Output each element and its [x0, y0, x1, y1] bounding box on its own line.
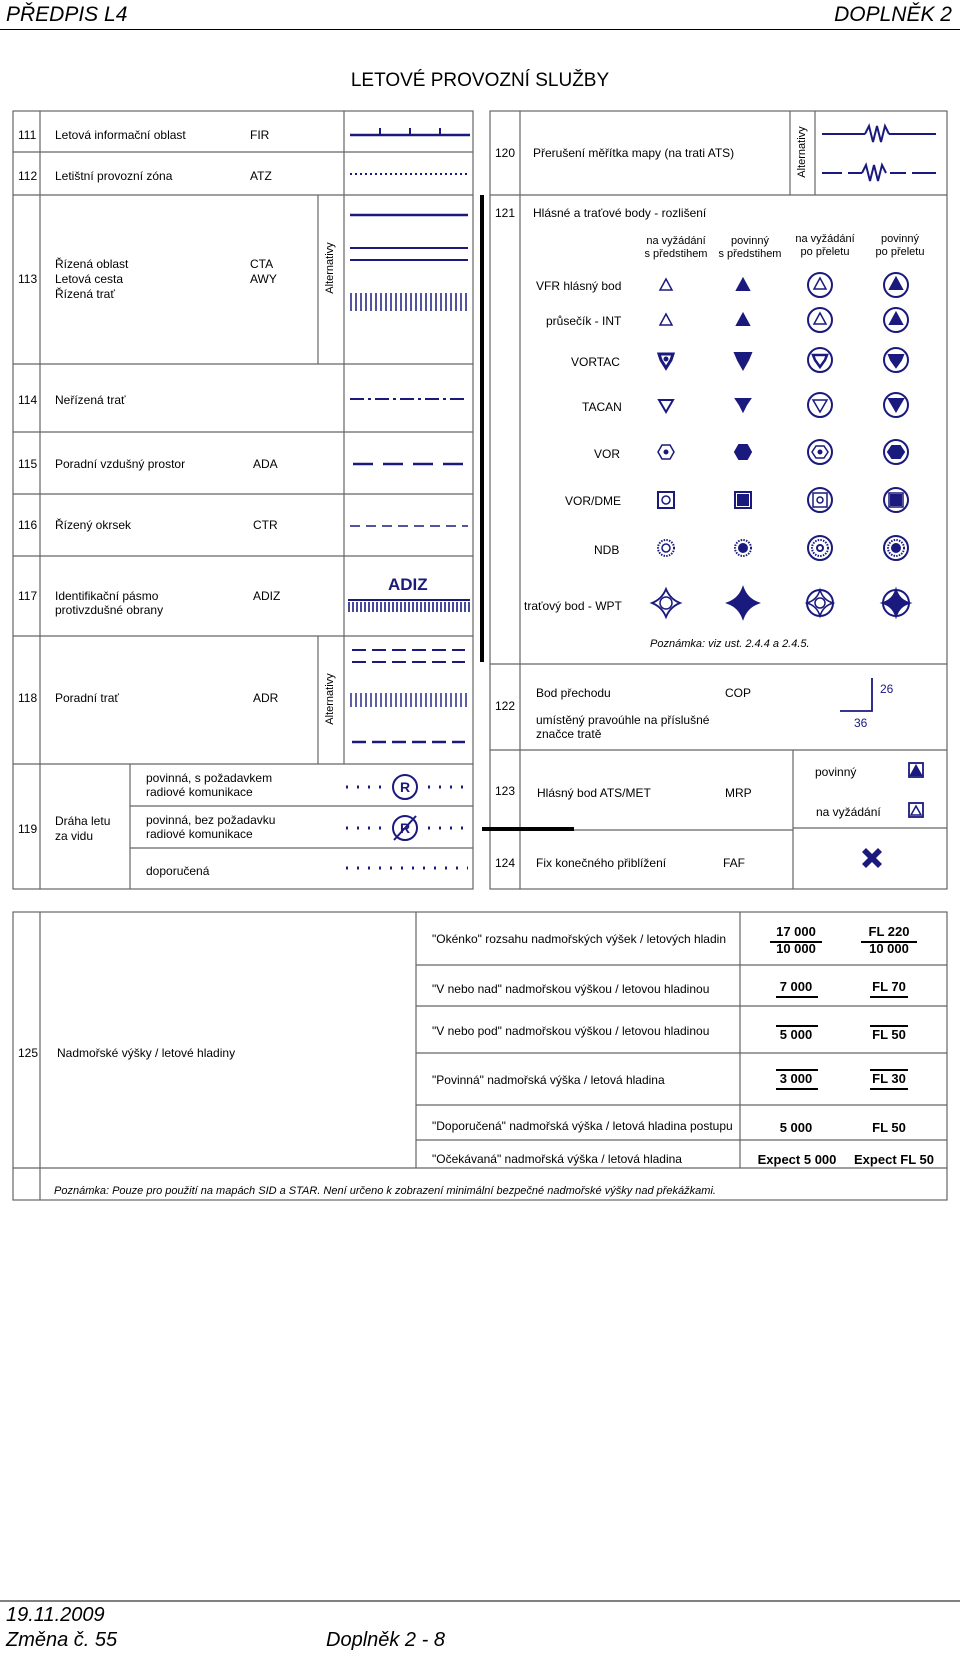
- col-3-line1: na vyžádání: [795, 233, 855, 245]
- row-113-num: 113: [18, 272, 38, 286]
- bottom-note: Poznámka: Pouze pro použití na mapách SID a STAR. Není určeno k zobrazení minimální bezpečné nadmořské výšky nad překážkami.: [54, 1185, 716, 1197]
- vordme-request-prior-icon: [658, 492, 674, 508]
- row-122-desc-1: umístěný pravoúhle na příslušné: [536, 713, 710, 727]
- mrp-compulsory-icon: [909, 763, 923, 777]
- vfr-compulsory-after-icon: [884, 273, 908, 297]
- row-119-sub3: doporučená: [146, 864, 210, 878]
- vfr-compulsory-prior-icon: [737, 279, 749, 290]
- header-left: PŘEDPIS L4: [6, 3, 128, 26]
- row-113-label-2: Letová cesta: [55, 272, 124, 286]
- alternativy-113: Alternativy: [324, 242, 336, 294]
- row-119-sub1-line1: povinná, s požadavkem: [146, 771, 273, 785]
- alt-row-6-a: Expect 5 000: [757, 1152, 837, 1167]
- row-117-label-2: protivzdušné obrany: [55, 603, 164, 617]
- row-119-label-1: Dráha letu: [55, 814, 111, 828]
- int-compulsory-after-icon: [884, 308, 908, 332]
- point-tacan: TACAN: [582, 400, 622, 414]
- alt-row-3-text: "V nebo pod" nadmořskou výškou / letovou hladinou: [432, 1024, 710, 1038]
- r-letter-2: R: [399, 820, 411, 836]
- int-request-prior-icon: [660, 314, 672, 325]
- row-116-abbr: CTR: [253, 518, 278, 532]
- row-113-label-3: Řízená trať: [55, 287, 115, 301]
- row-118-label: Poradní trať: [55, 691, 119, 705]
- alternativy-120: Alternativy: [796, 126, 808, 178]
- row-119-sub2-line2: radiové komunikace: [146, 827, 253, 841]
- row-124-abbr: FAF: [723, 856, 746, 870]
- row-119-label-2: za vidu: [55, 829, 94, 843]
- vordme-request-after-icon: [808, 488, 832, 512]
- tacan-request-after-icon: [808, 393, 832, 417]
- point-wpt: traťový bod - WPT: [524, 599, 622, 613]
- row-115-label: Poradní vzdušný prostor: [55, 457, 186, 471]
- col-4-line1: povinný: [881, 233, 919, 245]
- alt-row-1-b-bottom: 10 000: [869, 941, 909, 956]
- row-111-num: 111: [18, 128, 37, 142]
- row-114-label: Neřízená trať: [55, 393, 126, 407]
- point-ndb: NDB: [594, 543, 620, 557]
- tacan-compulsory-prior-icon: [736, 399, 750, 411]
- vor-request-after-icon: [808, 440, 832, 464]
- alt-row-1-text: "Okénko" rozsahu nadmořských výšek / letových hladin: [432, 932, 726, 946]
- point-int: průsečík - INT: [546, 314, 622, 328]
- row-117-label-1: Identifikační pásmo: [55, 589, 159, 603]
- alt-row-1-b-top: FL 220: [868, 924, 910, 939]
- row-117-abbr: ADIZ: [253, 589, 281, 603]
- vfr-request-prior-icon: [660, 279, 672, 290]
- row-123-num: 123: [495, 784, 516, 798]
- row-121-label: Hlásné a traťové body - rozlišení: [533, 206, 707, 220]
- ndb-request-after-icon: [808, 536, 832, 560]
- row-121-note: Poznámka: viz ust. 2.4.4 a 2.4.5.: [650, 638, 810, 650]
- ndb-request-prior-icon: [658, 540, 674, 556]
- row-113-label-1: Řízená oblast: [55, 257, 129, 271]
- alt-row-1-a-bottom: 10 000: [776, 941, 816, 956]
- row-123-opt1: povinný: [815, 765, 857, 779]
- row-117-num: 117: [18, 589, 38, 603]
- point-vfr: VFR hlásný bod: [536, 279, 622, 293]
- scale-break-symbol-2: [822, 165, 936, 181]
- row-119-sub1-line2: radiové komunikace: [146, 785, 253, 799]
- row-122-abbr: COP: [725, 686, 752, 700]
- cop-symbol: [840, 678, 872, 711]
- vortac-request-prior-icon: [659, 354, 673, 368]
- point-vortac: VORTAC: [571, 355, 620, 369]
- tacan-request-prior-icon: [659, 400, 673, 412]
- tacan-compulsory-after-icon: [884, 393, 908, 417]
- vordme-compulsory-prior-icon: [735, 492, 751, 508]
- col-1-line2: s předstihem: [644, 248, 708, 260]
- cop-number-36: 36: [854, 716, 868, 730]
- col-3-line2: po přeletu: [800, 246, 850, 258]
- row-112-label: Letištní provozní zóna: [55, 169, 173, 183]
- col-1-line1: na vyžádání: [646, 235, 706, 247]
- row-113-abbr-2: AWY: [250, 272, 277, 286]
- alt-row-2-text: "V nebo nad" nadmořskou výškou / letovou hladinou: [432, 982, 710, 996]
- footer-change: Změna č. 55: [6, 1629, 118, 1651]
- vordme-compulsory-after-icon: [884, 488, 908, 512]
- alt-row-4-b: FL 30: [872, 1071, 906, 1086]
- mrp-request-icon: [909, 803, 923, 817]
- row-111-abbr: FIR: [250, 128, 270, 142]
- wpt-request-after-icon: [807, 590, 833, 616]
- col-2-line1: povinný: [731, 235, 769, 247]
- row-121-num: 121: [495, 206, 516, 220]
- vortac-request-after-icon: [808, 348, 832, 372]
- row-115-num: 115: [18, 457, 38, 471]
- ndb-compulsory-after-icon: [884, 536, 908, 560]
- row-124-num: 124: [495, 856, 516, 870]
- wpt-compulsory-after-icon: [883, 590, 909, 616]
- row-122-desc-2: značce tratě: [536, 727, 602, 741]
- ndb-compulsory-prior-icon: [735, 540, 751, 556]
- row-120-label: Přerušení měřítka mapy (na trati ATS): [533, 146, 735, 160]
- alt-row-6-b: Expect FL 50: [854, 1152, 934, 1167]
- wpt-request-prior-icon: [652, 589, 680, 617]
- alt-row-4-b-under: [870, 1088, 908, 1090]
- vor-compulsory-prior-icon: [735, 445, 751, 459]
- section-title: LETOVÉ PROVOZNÍ SLUŽBY: [350, 70, 610, 91]
- alt-row-5-text: "Doporučená" nadmořská výška / letová hladina postupu: [432, 1119, 733, 1133]
- alt-row-5-a: 5 000: [779, 1120, 813, 1135]
- row-116-num: 116: [18, 518, 38, 532]
- header-right: DOPLNĚK 2: [834, 3, 952, 26]
- row-123-label: Hlásný bod ATS/MET: [537, 786, 651, 800]
- row-119-sub2-line1: povinná, bez požadavku: [146, 813, 276, 827]
- row-125-label: Nadmořské výšky / letové hladiny: [57, 1046, 236, 1060]
- int-request-after-icon: [808, 308, 832, 332]
- row-118-abbr: ADR: [253, 691, 279, 705]
- row-114-num: 114: [18, 393, 38, 407]
- point-vor: VOR: [594, 447, 621, 461]
- row-112-num: 112: [18, 169, 38, 183]
- col-2-line2: s předstihem: [718, 248, 782, 260]
- row-119-num: 119: [18, 822, 38, 836]
- alt-row-4-a: 3 000: [779, 1071, 813, 1086]
- row-125-num: 125: [18, 1046, 39, 1060]
- row-120-num: 120: [495, 146, 516, 160]
- alt-row-4-a-under: [776, 1088, 818, 1090]
- scale-break-symbol-1: [822, 126, 936, 142]
- row-111-label: Letová informační oblast: [55, 128, 186, 142]
- row-115-abbr: ADA: [253, 457, 278, 471]
- col-4-line2: po přeletu: [875, 246, 925, 258]
- wpt-compulsory-prior-icon: [728, 588, 758, 618]
- row-113-abbr-1: CTA: [250, 257, 274, 271]
- adiz-text: ADIZ: [388, 575, 428, 594]
- vfr-request-after-icon: [808, 273, 832, 297]
- alt-row-1-a-top: 17 000: [776, 924, 816, 939]
- alt-row-2-a: 7 000: [779, 979, 813, 994]
- int-compulsory-prior-icon: [737, 314, 749, 325]
- row-124-label: Fix konečného přiblížení: [536, 856, 667, 870]
- point-vordme: VOR/DME: [565, 494, 622, 508]
- row-122-label: Bod přechodu: [536, 686, 611, 700]
- alternativy-118: Alternativy: [324, 673, 336, 725]
- cop-number-26: 26: [880, 682, 894, 696]
- alt-row-3-b: FL 50: [872, 1027, 906, 1042]
- row-123-opt2: na vyžádání: [816, 805, 881, 819]
- row-118-num: 118: [18, 691, 38, 705]
- alt-row-2-b-under: [870, 996, 908, 998]
- vor-compulsory-after-icon: [884, 440, 908, 464]
- row-116-label: Řízený okrsek: [55, 518, 132, 532]
- row-122-num: 122: [495, 699, 516, 713]
- row-123-abbr: MRP: [725, 786, 752, 800]
- alt-row-3-a: 5 000: [779, 1027, 813, 1042]
- footer-page: Doplněk 2 - 8: [326, 1629, 445, 1651]
- alt-row-6-text: "Očekávaná" nadmořská výška / letová hladina: [432, 1152, 682, 1166]
- vor-request-prior-icon: [658, 445, 674, 459]
- alt-row-2-b: FL 70: [872, 979, 906, 994]
- alt-row-2-a-under: [776, 996, 818, 998]
- footer-date: 19.11.2009: [6, 1604, 105, 1626]
- r-letter-1: R: [399, 779, 411, 795]
- alt-row-4-text: "Povinná" nadmořská výška / letová hladina: [432, 1073, 665, 1087]
- faf-icon: [862, 848, 882, 868]
- row-112-abbr: ATZ: [250, 169, 272, 183]
- vortac-compulsory-after-icon: [884, 348, 908, 372]
- alt-row-5-b: FL 50: [872, 1120, 906, 1135]
- vortac-compulsory-prior-icon: [735, 353, 751, 369]
